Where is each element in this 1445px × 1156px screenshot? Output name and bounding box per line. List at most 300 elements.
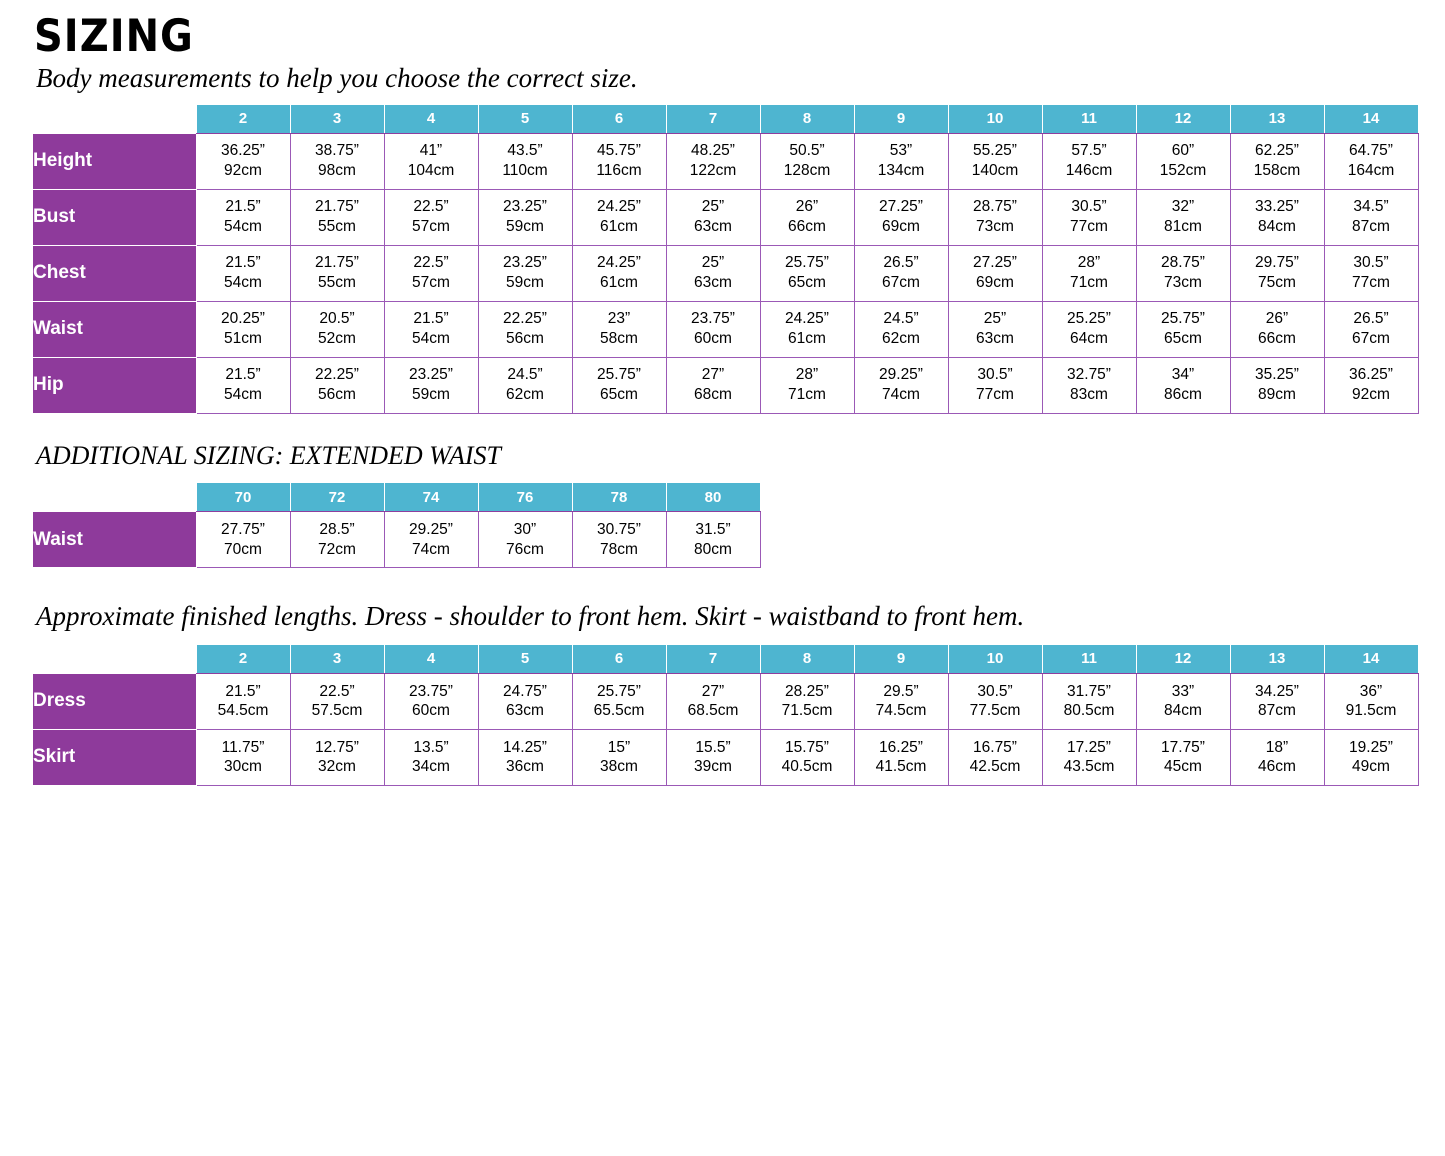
measurement-cm: 60cm	[694, 330, 732, 348]
measurement-cm: 55cm	[318, 274, 356, 292]
extended-measurement-cell	[666, 512, 760, 568]
body-measurement-cell	[948, 357, 1042, 413]
measurement-cm: 91.5cm	[1345, 702, 1397, 720]
measurement-cm: 66cm	[1258, 330, 1296, 348]
body-size-header: 12	[1136, 104, 1230, 133]
body-size-header: 7	[666, 104, 760, 133]
body-measurement-cell	[572, 245, 666, 301]
measurement-cm: 54.5cm	[217, 702, 269, 720]
lengths-size-header: 8	[760, 644, 854, 673]
measurement-cm: 104cm	[407, 162, 455, 180]
measurement-cm: 78cm	[600, 540, 638, 558]
lengths-measurement-cell	[290, 729, 384, 785]
measurement-cm: 65.5cm	[593, 702, 645, 720]
measurement-cm: 69cm	[882, 218, 920, 236]
extended-size-header: 80	[666, 483, 760, 512]
measurement-inches: 38.75”	[315, 142, 359, 160]
lengths-size-header: 4	[384, 644, 478, 673]
measurement-inches: 60”	[1171, 142, 1195, 160]
table-corner-cell	[33, 483, 197, 512]
measurement-inches: 28”	[795, 366, 819, 384]
measurement-inches: 28”	[1077, 254, 1101, 272]
measurement-inches: 25.25”	[1067, 310, 1111, 328]
measurement-inches: 22.5”	[413, 254, 449, 272]
table-row	[33, 512, 761, 568]
extended-measurement-cell	[290, 512, 384, 568]
lengths-row-label: Dress	[33, 673, 197, 729]
body-measurement-cell	[1324, 301, 1418, 357]
measurement-cm: 57.5cm	[311, 702, 363, 720]
body-measurement-cell	[854, 301, 948, 357]
measurement-cm: 116cm	[596, 162, 642, 180]
measurement-cm: 69cm	[976, 274, 1014, 292]
measurement-cm: 61cm	[600, 218, 638, 236]
measurement-inches: 26”	[1265, 310, 1289, 328]
measurement-inches: 16.25”	[879, 738, 923, 756]
body-measurement-cell	[1136, 357, 1230, 413]
lengths-measurement-cell	[1042, 729, 1136, 785]
measurement-inches: 29.25”	[409, 520, 453, 538]
measurement-cm: 84cm	[1164, 702, 1202, 720]
body-row-label: Chest	[33, 245, 197, 301]
measurement-inches: 25”	[701, 198, 725, 216]
measurement-cm: 57cm	[412, 218, 450, 236]
measurement-cm: 45cm	[1164, 758, 1202, 776]
measurement-cm: 74.5cm	[875, 702, 927, 720]
body-measurement-cell	[1042, 301, 1136, 357]
lengths-measurement-cell	[760, 729, 854, 785]
measurement-inches: 33”	[1171, 682, 1195, 700]
lengths-measurement-cell	[1324, 673, 1418, 729]
measurement-inches: 55.25”	[973, 142, 1017, 160]
body-measurement-cell	[384, 301, 478, 357]
lengths-size-header: 2	[196, 644, 290, 673]
measurement-inches: 22.5”	[319, 682, 355, 700]
measurement-inches: 64.75”	[1349, 142, 1393, 160]
extended-size-header: 78	[572, 483, 666, 512]
extended-measurement-cell	[196, 512, 290, 568]
body-size-header: 14	[1324, 104, 1418, 133]
extended-measurement-cell	[572, 512, 666, 568]
measurement-cm: 80.5cm	[1063, 702, 1115, 720]
table-row	[33, 245, 1419, 301]
body-measurement-cell	[290, 133, 384, 189]
measurement-cm: 134cm	[877, 162, 925, 180]
measurement-inches: 26”	[795, 198, 819, 216]
measurement-cm: 74cm	[412, 540, 450, 558]
lengths-measurement-cell	[1042, 673, 1136, 729]
measurement-cm: 70cm	[224, 540, 262, 558]
measurement-cm: 54cm	[224, 386, 262, 404]
measurement-inches: 26.5”	[883, 254, 919, 272]
measurement-cm: 76cm	[506, 540, 544, 558]
extended-size-header: 72	[290, 483, 384, 512]
measurement-inches: 12.75”	[315, 738, 359, 756]
body-measurement-cell	[666, 357, 760, 413]
body-measurement-cell	[1324, 133, 1418, 189]
measurement-inches: 20.25”	[221, 310, 265, 328]
measurement-cm: 66cm	[788, 218, 826, 236]
lengths-measurement-cell	[948, 673, 1042, 729]
measurement-inches: 23”	[607, 310, 631, 328]
body-measurement-cell	[572, 301, 666, 357]
measurement-cm: 60cm	[412, 702, 450, 720]
measurement-inches: 50.5”	[789, 142, 825, 160]
measurement-inches: 27”	[701, 366, 725, 384]
body-measurement-cell	[1042, 133, 1136, 189]
measurement-inches: 21.5”	[225, 682, 261, 700]
body-measurement-cell	[478, 245, 572, 301]
table-corner-cell	[33, 104, 197, 133]
measurement-inches: 24.25”	[597, 198, 641, 216]
body-measurement-cell	[666, 189, 760, 245]
measurement-cm: 146cm	[1065, 162, 1113, 180]
measurement-cm: 58cm	[600, 330, 638, 348]
body-measurement-cell	[666, 301, 760, 357]
measurement-cm: 59cm	[506, 274, 544, 292]
body-measurement-cell	[478, 189, 572, 245]
body-measurement-cell	[948, 245, 1042, 301]
measurement-inches: 23.25”	[409, 366, 453, 384]
measurement-inches: 18”	[1265, 738, 1289, 756]
lengths-size-header: 6	[572, 644, 666, 673]
body-measurement-cell	[384, 357, 478, 413]
measurement-inches: 28.25”	[785, 682, 829, 700]
body-row-label: Hip	[33, 357, 197, 413]
lengths-measurement-cell	[384, 729, 478, 785]
body-measurement-cell	[1042, 189, 1136, 245]
measurement-inches: 30.5”	[1353, 254, 1389, 272]
measurement-cm: 30cm	[224, 758, 262, 776]
body-measurement-cell	[1230, 245, 1324, 301]
measurement-inches: 28.75”	[1161, 254, 1205, 272]
measurement-cm: 75cm	[1258, 274, 1296, 292]
body-measurement-cell	[1230, 133, 1324, 189]
lengths-size-header: 3	[290, 644, 384, 673]
body-row-label: Height	[33, 133, 197, 189]
body-measurement-cell	[572, 189, 666, 245]
measurement-cm: 73cm	[976, 218, 1014, 236]
lengths-measurement-cell	[478, 729, 572, 785]
measurement-cm: 67cm	[882, 274, 920, 292]
measurement-cm: 77cm	[1352, 274, 1390, 292]
measurement-cm: 56cm	[506, 330, 544, 348]
measurement-cm: 59cm	[506, 218, 544, 236]
body-size-header: 9	[854, 104, 948, 133]
lengths-measurement-cell	[1230, 729, 1324, 785]
measurement-cm: 63cm	[506, 702, 544, 720]
extended-size-header: 74	[384, 483, 478, 512]
measurement-cm: 110cm	[502, 162, 548, 180]
measurement-cm: 86cm	[1164, 386, 1202, 404]
extended-row-label: Waist	[33, 512, 197, 568]
measurement-inches: 30”	[513, 520, 537, 538]
measurement-cm: 92cm	[224, 162, 262, 180]
table-corner-cell	[33, 644, 197, 673]
body-measurement-cell	[572, 357, 666, 413]
extended-sizing-heading: ADDITIONAL SIZING: EXTENDED WAIST	[36, 440, 501, 470]
measurement-inches: 26.5”	[1353, 310, 1389, 328]
measurement-cm: 71cm	[788, 386, 826, 404]
measurement-cm: 72cm	[318, 540, 356, 558]
extended-waist-table	[32, 482, 761, 568]
body-measurement-cell	[1230, 357, 1324, 413]
table-row	[33, 673, 1419, 729]
body-size-header: 2	[196, 104, 290, 133]
measurement-inches: 25”	[701, 254, 725, 272]
measurement-cm: 122cm	[689, 162, 737, 180]
body-measurement-cell	[948, 301, 1042, 357]
body-measurement-cell	[478, 301, 572, 357]
lengths-measurement-cell	[1136, 729, 1230, 785]
measurement-cm: 68cm	[694, 386, 732, 404]
body-measurement-cell	[854, 245, 948, 301]
page-subtitle: Body measurements to help you choose the correct size.	[36, 63, 638, 93]
measurement-inches: 21.5”	[225, 366, 261, 384]
lengths-measurement-cell	[760, 673, 854, 729]
measurement-cm: 39cm	[694, 758, 732, 776]
measurement-cm: 54cm	[224, 218, 262, 236]
measurement-inches: 21.5”	[225, 254, 261, 272]
body-measurement-cell	[290, 189, 384, 245]
measurement-inches: 34”	[1171, 366, 1195, 384]
body-size-header: 6	[572, 104, 666, 133]
measurement-inches: 25.75”	[785, 254, 829, 272]
body-size-header: 11	[1042, 104, 1136, 133]
measurement-inches: 15.75”	[785, 738, 829, 756]
measurement-cm: 49cm	[1352, 758, 1390, 776]
measurement-inches: 23.25”	[503, 198, 547, 216]
measurement-inches: 21.75”	[315, 254, 359, 272]
lengths-size-header: 10	[948, 644, 1042, 673]
body-measurement-cell	[760, 245, 854, 301]
body-measurement-cell	[1136, 189, 1230, 245]
measurement-cm: 61cm	[788, 330, 826, 348]
measurement-inches: 23.75”	[691, 310, 735, 328]
measurement-cm: 40.5cm	[781, 758, 833, 776]
extended-measurement-cell	[478, 512, 572, 568]
measurement-cm: 62cm	[882, 330, 920, 348]
measurement-inches: 34.25”	[1255, 682, 1299, 700]
lengths-measurement-cell	[1136, 673, 1230, 729]
body-measurement-cell	[196, 133, 290, 189]
measurement-cm: 98cm	[318, 162, 356, 180]
measurement-cm: 61cm	[600, 274, 638, 292]
lengths-measurement-cell	[666, 673, 760, 729]
measurement-inches: 15.5”	[695, 738, 731, 756]
measurement-cm: 73cm	[1164, 274, 1202, 292]
table-row	[33, 133, 1419, 189]
measurement-inches: 24.25”	[597, 254, 641, 272]
measurement-inches: 28.75”	[973, 198, 1017, 216]
body-measurement-cell	[290, 357, 384, 413]
measurement-inches: 22.25”	[315, 366, 359, 384]
body-size-header: 5	[478, 104, 572, 133]
measurement-inches: 13.5”	[413, 738, 449, 756]
measurement-inches: 25.75”	[1161, 310, 1205, 328]
measurement-inches: 30.5”	[977, 682, 1013, 700]
measurement-inches: 29.5”	[883, 682, 919, 700]
measurement-cm: 77cm	[1070, 218, 1108, 236]
measurement-cm: 41.5cm	[875, 758, 927, 776]
table-row	[33, 301, 1419, 357]
lengths-size-header: 12	[1136, 644, 1230, 673]
measurement-cm: 68.5cm	[687, 702, 739, 720]
body-measurement-cell	[948, 189, 1042, 245]
measurement-inches: 43.5”	[507, 142, 543, 160]
lengths-size-header: 11	[1042, 644, 1136, 673]
body-measurement-cell	[854, 357, 948, 413]
measurement-inches: 30.5”	[977, 366, 1013, 384]
body-measurement-cell	[196, 301, 290, 357]
table-row	[33, 729, 1419, 785]
extended-size-header: 70	[196, 483, 290, 512]
body-measurement-cell	[948, 133, 1042, 189]
measurement-cm: 74cm	[882, 386, 920, 404]
measurement-inches: 28.5”	[319, 520, 355, 538]
lengths-row-label: Skirt	[33, 729, 197, 785]
measurement-inches: 41”	[419, 142, 443, 160]
measurement-inches: 21.5”	[225, 198, 261, 216]
body-measurement-cell	[478, 133, 572, 189]
measurement-cm: 63cm	[976, 330, 1014, 348]
measurement-cm: 128cm	[783, 162, 831, 180]
measurement-cm: 54cm	[412, 330, 450, 348]
measurement-inches: 23.75”	[409, 682, 453, 700]
lengths-measurement-cell	[854, 729, 948, 785]
table-header-row	[33, 644, 1419, 673]
body-measurement-cell	[666, 133, 760, 189]
table-row	[33, 357, 1419, 413]
measurement-cm: 164cm	[1347, 162, 1395, 180]
measurement-cm: 80cm	[694, 540, 732, 558]
lengths-measurement-cell	[196, 673, 290, 729]
body-measurement-cell	[384, 133, 478, 189]
measurement-inches: 30.75”	[597, 520, 641, 538]
measurement-cm: 71.5cm	[781, 702, 833, 720]
measurement-cm: 65cm	[788, 274, 826, 292]
body-row-label: Waist	[33, 301, 197, 357]
measurement-cm: 65cm	[600, 386, 638, 404]
measurement-inches: 21.5”	[413, 310, 449, 328]
body-measurement-cell	[1042, 357, 1136, 413]
measurement-cm: 62cm	[506, 386, 544, 404]
measurement-cm: 83cm	[1070, 386, 1108, 404]
measurement-cm: 89cm	[1258, 386, 1296, 404]
lengths-measurement-cell	[572, 673, 666, 729]
body-measurement-cell	[1324, 189, 1418, 245]
measurement-inches: 14.25”	[503, 738, 547, 756]
measurement-cm: 158cm	[1253, 162, 1301, 180]
measurement-inches: 25”	[983, 310, 1007, 328]
measurement-cm: 81cm	[1164, 218, 1202, 236]
extended-size-header: 76	[478, 483, 572, 512]
body-measurement-cell	[1136, 133, 1230, 189]
measurement-inches: 36”	[1359, 682, 1383, 700]
measurement-inches: 16.75”	[973, 738, 1017, 756]
measurement-cm: 152cm	[1159, 162, 1207, 180]
measurement-inches: 32”	[1171, 198, 1195, 216]
table-row	[33, 189, 1419, 245]
measurement-inches: 25.75”	[597, 682, 641, 700]
lengths-size-header: 7	[666, 644, 760, 673]
body-measurement-cell	[1136, 245, 1230, 301]
measurement-cm: 92cm	[1352, 386, 1390, 404]
measurement-cm: 87cm	[1352, 218, 1390, 236]
measurement-cm: 87cm	[1258, 702, 1296, 720]
measurement-inches: 25.75”	[597, 366, 641, 384]
body-measurement-cell	[666, 245, 760, 301]
finished-lengths-table	[32, 644, 1419, 786]
measurement-cm: 51cm	[224, 330, 262, 348]
measurement-inches: 36.25”	[221, 142, 265, 160]
measurement-inches: 24.25”	[785, 310, 829, 328]
lengths-measurement-cell	[196, 729, 290, 785]
measurement-inches: 17.75”	[1161, 738, 1205, 756]
measurement-cm: 36cm	[506, 758, 544, 776]
lengths-measurement-cell	[290, 673, 384, 729]
body-row-label: Bust	[33, 189, 197, 245]
body-size-header: 3	[290, 104, 384, 133]
body-measurement-cell	[478, 357, 572, 413]
measurement-inches: 21.75”	[315, 198, 359, 216]
measurement-inches: 53”	[889, 142, 913, 160]
body-measurement-cell	[760, 189, 854, 245]
measurement-cm: 65cm	[1164, 330, 1202, 348]
measurement-inches: 31.5”	[695, 520, 731, 538]
lengths-measurement-cell	[572, 729, 666, 785]
table-header-row	[33, 104, 1419, 133]
measurement-cm: 140cm	[971, 162, 1019, 180]
body-measurement-cell	[1136, 301, 1230, 357]
measurement-cm: 77.5cm	[969, 702, 1021, 720]
page-title: SIZING	[34, 10, 194, 63]
measurement-inches: 27.25”	[879, 198, 923, 216]
measurement-cm: 63cm	[694, 274, 732, 292]
body-measurement-cell	[1230, 301, 1324, 357]
measurement-inches: 24.5”	[883, 310, 919, 328]
measurement-cm: 63cm	[694, 218, 732, 236]
lengths-measurement-cell	[1230, 673, 1324, 729]
measurement-inches: 48.25”	[691, 142, 735, 160]
body-measurement-cell	[1324, 245, 1418, 301]
measurement-inches: 35.25”	[1255, 366, 1299, 384]
measurement-cm: 57cm	[412, 274, 450, 292]
body-measurement-cell	[760, 357, 854, 413]
measurement-inches: 19.25”	[1349, 738, 1393, 756]
measurement-inches: 33.25”	[1255, 198, 1299, 216]
finished-lengths-heading: Approximate finished lengths. Dress - shoulder to front hem. Skirt - waistband to front hem.	[36, 601, 1025, 632]
lengths-measurement-cell	[478, 673, 572, 729]
measurement-inches: 17.25”	[1067, 738, 1111, 756]
measurement-cm: 67cm	[1352, 330, 1390, 348]
body-size-header: 13	[1230, 104, 1324, 133]
measurement-inches: 20.5”	[319, 310, 355, 328]
measurement-inches: 32.75”	[1067, 366, 1111, 384]
body-size-header: 8	[760, 104, 854, 133]
body-measurement-cell	[760, 301, 854, 357]
measurement-inches: 36.25”	[1349, 366, 1393, 384]
measurement-inches: 27”	[701, 682, 725, 700]
measurement-cm: 64cm	[1070, 330, 1108, 348]
measurement-inches: 29.75”	[1255, 254, 1299, 272]
measurement-inches: 15”	[607, 738, 631, 756]
measurement-cm: 52cm	[318, 330, 356, 348]
measurement-inches: 24.5”	[507, 366, 543, 384]
body-measurement-cell	[290, 301, 384, 357]
body-measurement-cell	[384, 245, 478, 301]
body-size-header: 4	[384, 104, 478, 133]
